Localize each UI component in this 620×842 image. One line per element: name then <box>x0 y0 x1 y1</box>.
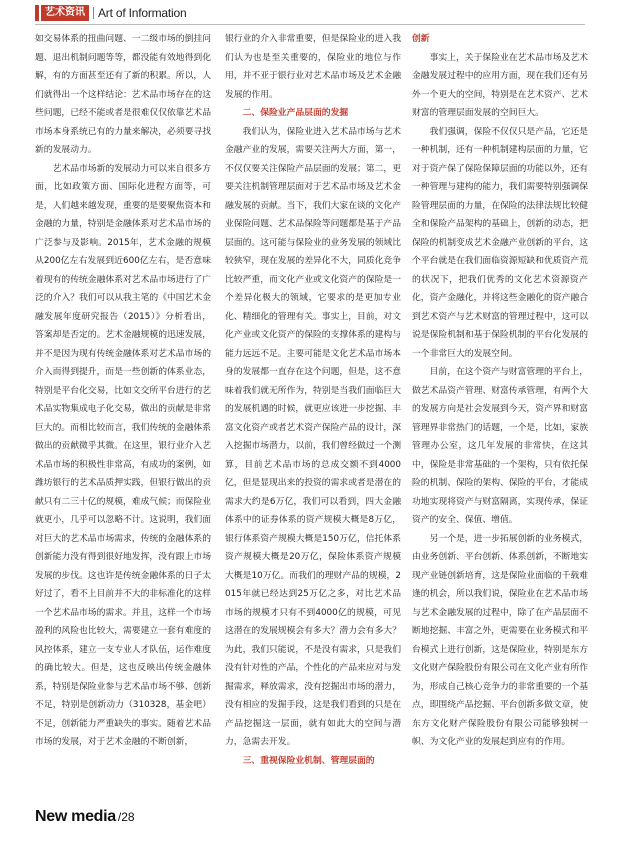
text-column-1 <box>35 30 211 752</box>
paragraph: 艺术品市场新的发展动力可以来自很多方面，比如政策方面、国际化进程方面等，可是，人们越来越发现，重要的是要聚焦资本和金融的力量，特别是金融体系对艺术品市场的广泛参与及影响。2015年，艺术金融的规模从200亿左右发展到近600亿左右，是否意味着现有的传统金融体系对艺术品市场进行了广泛的介入？我们可以从我主笔的《中国艺术金融发展年度研究报告（2015）》分析看出，答案却是否定的。艺术金融规模的迅速发展，并不是因为现有传统金融体系对艺术品市场的介入而得到提升，而是一些创新的体系业态，特别是平台化交易，比如文交所平台进行的艺术品实物集成电子化交易，做出的贡献是非常巨大的。而相比较而言，我们传统的金融体系做出的贡献微乎其微。在这里，银行业介入艺术品市场的积极性非常高，有成功的案例，如潍坊银行的艺术品质押实践，但银行做出的贡献只有二三十亿的规模，难成气候；而保险业就更小，几乎可以忽略不计。这说明，我们面对巨大的艺术品市场需求，传统的金融体系的创新能力没有得到很好地发挥，没有跟上市场发展的步伐。这也许是传统金融体系的日子太好过了，看不上目前并不大的非标准化的这样一个艺术品市场的需求。并且，这样一个市场盈利的风险也比较大，需要建立一套有难度的风控体系，建立一支专业人才队伍，运作难度的确比较大。但是，这也反映出传统金融体系，特别是保险业参与艺术品市场不够、创新不足，特别是创新动力（310328，基金吧）不足，创新能力严重缺失的事实。随着艺术品市场的发展，对于艺术金融的不断创新， <box>35 163 211 747</box>
text-column-3 <box>412 30 588 752</box>
section-title-en: Art of Information <box>98 6 187 20</box>
section-tag-label: 艺术资讯 <box>41 5 89 21</box>
paragraph-continued: 银行业的介入非常重要，但是保险业的进入我们认为也是至关重要的，保险业的地位与作用，并不亚于银行业对艺术品市场及艺术金融发展的作用。 <box>225 34 401 100</box>
paragraph-continued: 如交易体系的扭曲问题、一二级市场的倒挂问题、退出机制问题等等，都没能有效地得到化解，有的方面甚至还有了新的积累。所以，人们就得出一个这样结论：艺术品市场存在的这些问题，已经不能或者是很难仅仅依靠艺术品市场本身系统已有的力量来解决，必须要寻找新的发展动力。 <box>35 34 211 155</box>
section-tag-bar <box>35 5 39 21</box>
section-heading-continued: 创新 <box>412 34 430 44</box>
magazine-brand: New media <box>35 808 116 825</box>
paragraph: 我们强调，保险不仅仅只是产品，它还是一种机制，还有一种机制建构层面的力量，它对于资产保了保险保障层面的功能以外，还有一种管理与建构的能力，我们需要特别强调保险管理层面的力量，在保险的法律法规比较健全和保险产品架构的基础上，创新的动态，把保险的机制变成艺术金融产业创新的平台，这个平台就是在我们面临资源短缺和优质资产荒的状况下，把我们优秀的文化艺术资源资产化，资产金融化，并将这些金融化的资产融合到艺术资产与艺术财富的管理过程中，这可以说是保险机制和基于保险机制的平台化发展的一个非常巨大的发展空间。 <box>412 126 588 359</box>
section-tag <box>35 5 89 21</box>
page-footer <box>35 808 135 826</box>
text-column-2 <box>225 30 401 770</box>
section-heading: 二、保险业产品层面的发掘 <box>242 108 349 118</box>
paragraph: 另一个是，进一步拓展创新的业务模式，由业务创新、平台创新、体系创新，不断地实现产业链创新培育，这是保险业面临的千载难逢的机会，所以我们说，保险业在艺术品市场与艺术金融发展的过程中，除了在产品层面不断地挖掘、丰富之外，更需要在业务模式和平台模式上进行创新，这是保险业，特别是东方文化财产保险股份有限公司在文化产业有所作为，形成自己核心竞争力的非常重要的一个基点，即围绕产品挖掘、平台创新多做文章，使东方文化财产保险股份有限公司能够独树一帜、为文化产业的发展起到应有的作用。 <box>412 533 588 747</box>
paragraph: 目前，在这个资产与财富管理的平台上，做艺术品资产管理、财富传承管理，有两个大的发展方向是社会发展到今天，资产界和财富管理界非常热门的话题，一个是，比如，家族管理办公室，这几年发展的非常快，在这其中，保险是非常基础的一个架构，只有依托保险的机制、保险的架构、保险的平台，才能成功地实现将资产与财富隔离，实现传承，保证资产的安全、保值、增值。 <box>412 367 588 525</box>
paragraph: 事实上，关于保险业在艺术品市场及艺术金融发展过程中的应用方面，现在我们还有另外一个更大的空间，特别是在艺术资产、艺术财富的管理层面发展的空间巨大。 <box>412 52 588 118</box>
page-header <box>35 4 186 22</box>
paragraph: 我们认为，保险业进入艺术品市场与艺术金融产业的发展，需要关注两大方面，第一，不仅仅要关注保险产品层面的发展；第二，更要关注机制管理层面对于艺术品市场及艺术金融发展的贡献。当下，我们大家在谈的文化产业保险问题、艺术品保险等问题都是基于产品层面的。这可能与保险业的业务发展的领域比较狭窄，现在发展的差异化不大，同质化竞争比较严重，而文化产业或文化资产的保险是一个差异化极大的领域，它要求的是更加专业化、精细化的管理有关。事实上，目前，对文化产业或文化资产的保险的支撑体系的建构与能力远远不足。主要可能是文化艺术品市场本身的发展都一直存在这个问题，但是，这不意味着我们就无所作为，特别是当我们面临巨大的发展机遇的时候，就更应该进一步挖掘、丰富文化资产或者艺术资产保险产品的设计，深入挖掘市场潜力，以前，我们曾经做过一个测算，目前艺术品市场的总成交额不到4000亿，但是显现出来的投资的需求或者是潜在的需求大约是6万亿，我们可以看到，四大金融体系中的证券体系的资产规模大概是8万亿，银行体系资产规模大概是150万亿，信托体系资产规模大概是20万亿，保险体系资产规模大概是10万亿。而我们的理财产品的规模，2015年就已经达到25万亿之多，对比艺术品市场的规模才只有不到4000亿的规模，可见这潜在的发展规模会有多大？潜力会有多大？为此，我们只能说，不是没有需求，只是我们没有针对性的产品，个性化的产品来应对与发掘需求，释放需求，没有挖掘出市场的潜力，没有相应的发掘手段，这是我们看到的只是在产品挖掘这一层面，就有如此大的空间与潜力，急需去开发。 <box>225 126 401 747</box>
page-number: /28 <box>117 810 135 824</box>
header-separator <box>93 7 94 19</box>
section-heading: 三、重视保险业机制、管理层面的 <box>242 755 375 766</box>
header-rule <box>35 24 585 25</box>
